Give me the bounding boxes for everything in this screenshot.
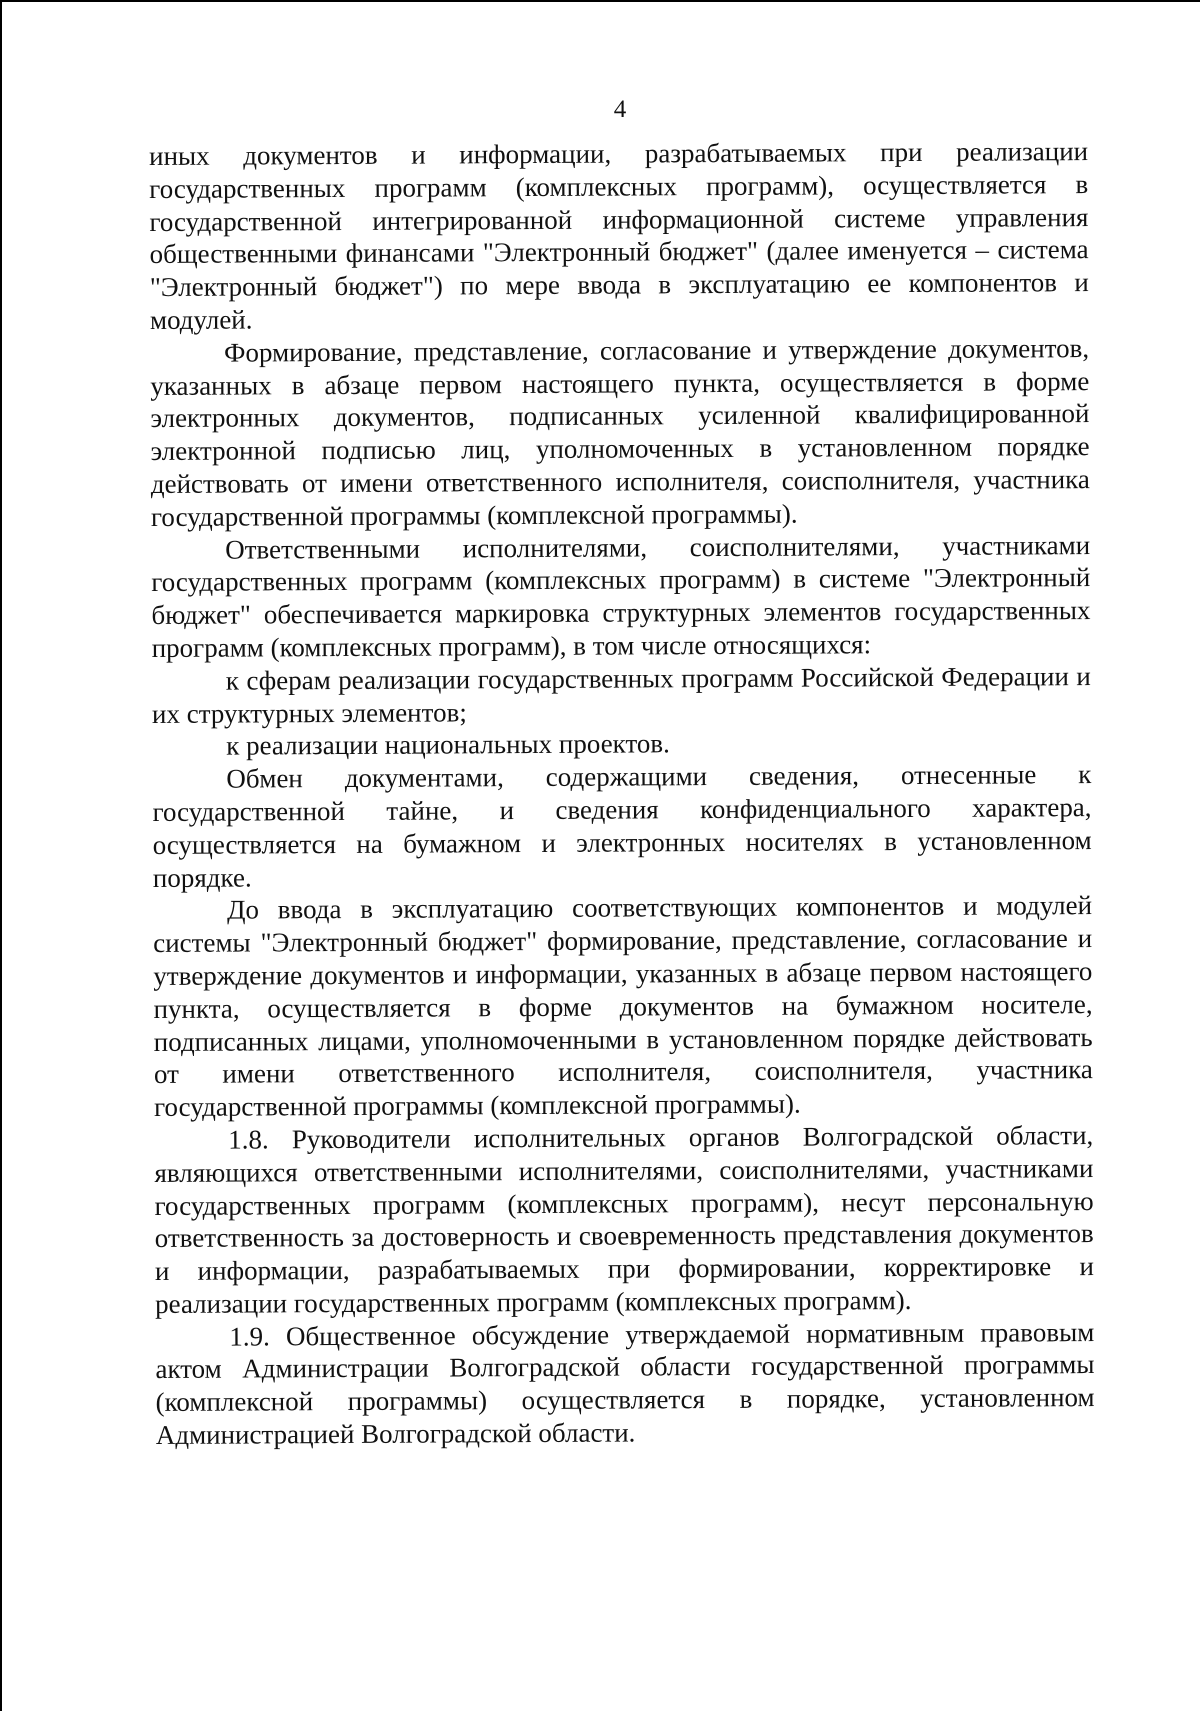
document-body	[149, 135, 1095, 1452]
paragraph-7: До ввода в эксплуатацию соответствующих компонентов и модулей системы "Электронный бюджет" формирование, представление, согласование и утверждение документов и информации, указанных в абзаце первом настоящего пункта, осуществляется в форме документов на бумажном носителе, подписанных лицами, уполномоченными в установленном порядке действовать от имени ответственного исполнителя, соисполнителя, участника государственной программы (комплексной программы).	[153, 890, 1093, 1123]
paragraph-5: к реализации национальных проектов.	[226, 728, 670, 761]
paragraph-8: 1.8. Руководители исполнительных органов Волгоградской области, являющихся ответственными исполнителями, соисполнителями, участниками государственных программ (комплексных программ), несут персональную ответственность за достоверность и своевременность представления документов и информации, разрабатываемых при формировании, корректировке и реализации государственных программ (комплексных программ).	[154, 1119, 1094, 1319]
page-number: 4	[613, 96, 627, 123]
paragraph-2: Формирование, представление, согласование и утверждение документов, указанных в абзаце первом настоящего пункта, осуществляется в форме электронных документов, подписанных усиленной квалифицированной электронной подписью лиц, уполномоченных в установленном порядке действовать от имени ответственного исполнителя, соисполнителя, участника государственной программы (комплексной программы).	[150, 332, 1090, 532]
scan-edge-left	[0, 0, 2, 1711]
paragraph-4: к сферам реализации государственных программ Российской Федерации и их структурных элементов;	[151, 660, 1091, 729]
paragraph-9: 1.9. Общественное обсуждение утверждаемой нормативным правовым актом Администрации Волгоградской области государственной программы (комплексной программы) осуществляется в порядке, установленном Администрацией Волгоградской области.	[155, 1316, 1095, 1451]
scan-edge-top	[0, 0, 1200, 2]
paragraph-1: иных документов и информации, разрабатываемых при реализации государственных программ (комплексных программ), осуществляется в государственной интегрированной информационной системе управления общественными финансами "Электронный бюджет" (далее именуется – система "Электронный бюджет") по мере ввода в эксплуатацию ее компонентов и модулей.	[149, 136, 1089, 335]
paragraph-3: Ответственными исполнителями, соисполнителями, участниками государственных программ (комплексных программ) в системе "Электронный бюджет" обеспечивается маркировка структурных элементов государственных программ (комплексных программ), в том числе относящихся:	[151, 529, 1091, 663]
paragraph-6: Обмен документами, содержащими сведения, отнесенные к государственной тайне, и сведения конфиденциального характера, осуществляется на бумажном и электронных носителях в установленном порядке.	[152, 759, 1092, 893]
